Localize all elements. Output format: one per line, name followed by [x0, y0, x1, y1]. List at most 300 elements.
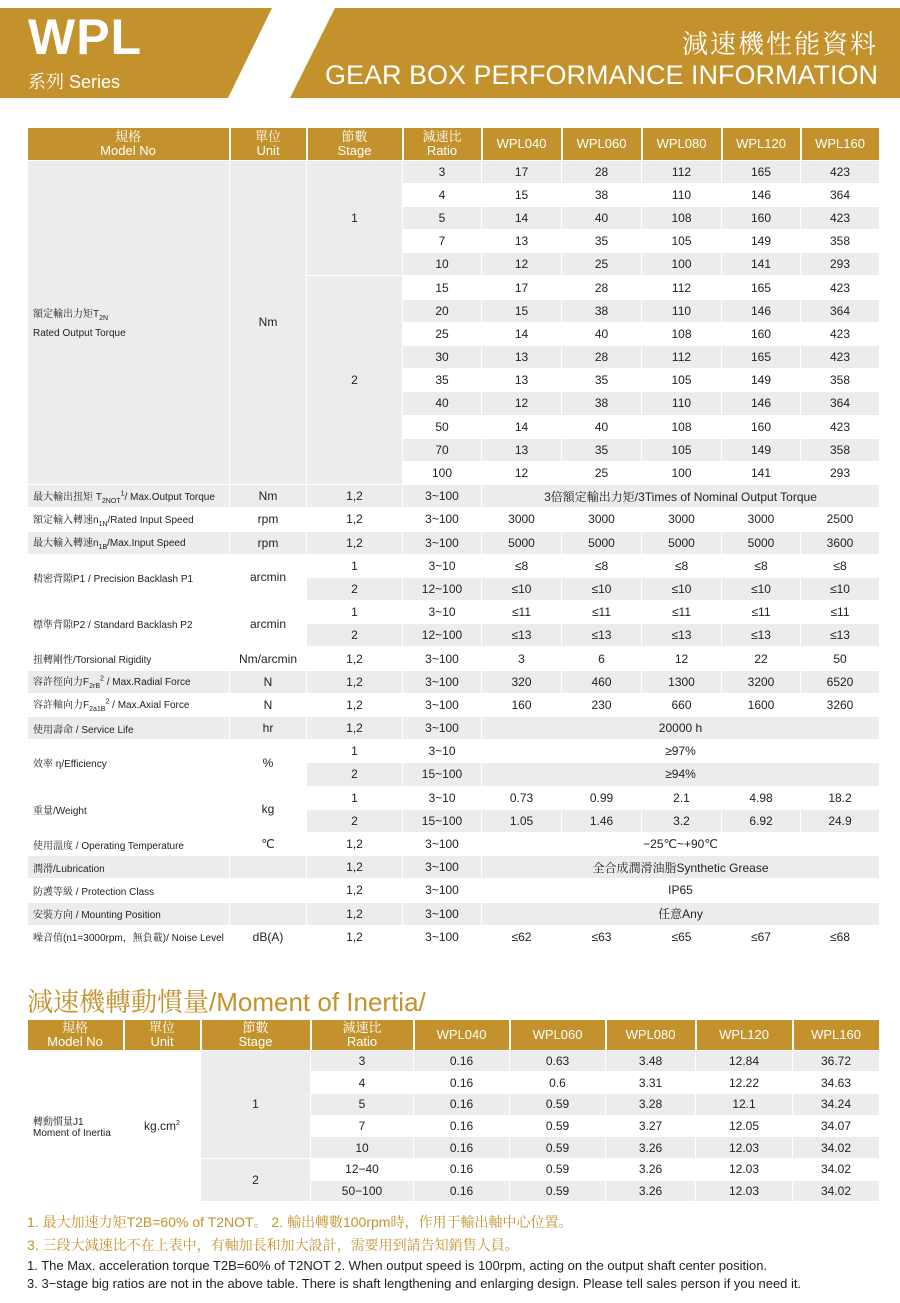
header-model-col: WPL160 — [793, 1020, 880, 1050]
cell: 160 — [482, 693, 562, 716]
cell: 1 — [307, 601, 403, 624]
cell: 34.07 — [793, 1115, 880, 1137]
cell: 3.48 — [606, 1050, 696, 1072]
header-stage: 節數 Stage — [201, 1020, 311, 1050]
cell: 110 — [642, 392, 722, 415]
cell: 35 — [562, 369, 642, 392]
cell: 112 — [642, 346, 722, 369]
stage-cell: 1 — [307, 160, 403, 276]
cell: 50−100 — [311, 1180, 414, 1202]
cell: 3000 — [722, 508, 801, 531]
cell: ≤8 — [562, 554, 642, 577]
cell: 108 — [642, 322, 722, 345]
cell: 423 — [801, 415, 880, 438]
cell: ≤11 — [722, 601, 801, 624]
table-row — [28, 531, 880, 554]
cell: 5000 — [482, 531, 562, 554]
cell: 22 — [722, 647, 801, 670]
header-model-col: WPL080 — [642, 128, 722, 160]
note-cn-1: 1. 最大加速力矩T2B=60% of T2NOT。 2. 輸出轉數100rpm時，作用于輸出軸中心位置。 — [27, 1214, 573, 1230]
cell: ≥97% — [482, 740, 880, 763]
cell: 1,2 — [307, 531, 403, 554]
cell: 149 — [722, 230, 801, 253]
unit-cell: arcmin — [230, 601, 307, 647]
row-label: 精密背隙P1 / Precision Backlash P1 — [28, 554, 230, 600]
table-row — [28, 717, 880, 740]
cell: 1.05 — [482, 809, 562, 832]
stage-cell: 1,2 — [307, 693, 403, 716]
title-english: GEAR BOX PERFORMANCE INFORMATION — [324, 60, 878, 90]
cell: 110 — [642, 183, 722, 206]
cell: 3~100 — [403, 531, 482, 554]
unit-cell: hr — [230, 717, 307, 740]
cell: 2.1 — [642, 786, 722, 809]
title-chinese: 減速機性能資料 — [681, 29, 878, 59]
ratio-cell: 3~100 — [403, 902, 482, 925]
header-ratio: 減速比 Ratio — [311, 1020, 414, 1050]
stage-cell: 1,2 — [307, 925, 403, 948]
unit-cell: Nm — [230, 160, 307, 485]
cell: ≤10 — [722, 577, 801, 600]
cell: 3.26 — [606, 1137, 696, 1159]
cell: 3200 — [722, 670, 801, 693]
cell: ≤10 — [642, 577, 722, 600]
unit-cell: kg — [230, 786, 307, 832]
cell: 4 — [311, 1072, 414, 1094]
cell: 5000 — [562, 531, 642, 554]
cell: 4 — [403, 183, 482, 206]
table-row — [28, 902, 880, 925]
cell: 1.46 — [562, 809, 642, 832]
cell: 3000 — [482, 508, 562, 531]
unit-cell: N — [230, 693, 307, 716]
cell: 12.03 — [696, 1158, 793, 1180]
cell: 5 — [311, 1093, 414, 1115]
cell: 12 — [642, 647, 722, 670]
row-label: 容許徑向力$F_{2rB}^2$ / Max.Radial Force — [28, 670, 230, 693]
cell: 15 — [482, 183, 562, 206]
cell: ≤8 — [642, 554, 722, 577]
cell: 3000 — [642, 508, 722, 531]
unit-cell: $kg.cm^2$ — [124, 1050, 201, 1202]
cell: 364 — [801, 392, 880, 415]
cell: 17 — [482, 160, 562, 183]
cell: 5000 — [722, 531, 801, 554]
cell: 40 — [562, 415, 642, 438]
cell: ≥94% — [482, 763, 880, 786]
cell: 28 — [562, 276, 642, 299]
cell: 3.26 — [606, 1158, 696, 1180]
cell: 14 — [482, 322, 562, 345]
ratio-cell: 3~100 — [403, 717, 482, 740]
ratio-cell: 3~100 — [403, 925, 482, 948]
table-row — [28, 647, 880, 670]
cell: 12.03 — [696, 1180, 793, 1202]
row-label: 最大輸入轉速$n_{1B}/Max.Input$ Speed — [28, 531, 230, 554]
cell: 13 — [482, 230, 562, 253]
cell: 1 — [307, 554, 403, 577]
header-model: 規格 Model No — [28, 128, 230, 160]
header-model-col: WPL080 — [606, 1020, 696, 1050]
cell: 3600 — [801, 531, 880, 554]
inertia-section-title: 減速機轉動慣量/Moment of Inertia/ — [27, 987, 426, 1017]
cell: 12 — [482, 392, 562, 415]
cell: ≤67 — [722, 925, 801, 948]
cell: 358 — [801, 369, 880, 392]
stage-cell: 1 — [307, 740, 403, 763]
cell: 40 — [403, 392, 482, 415]
cell: ≤10 — [482, 577, 562, 600]
cell: 0.16 — [414, 1158, 510, 1180]
cell: 6 — [562, 647, 642, 670]
cell: 2500 — [801, 508, 880, 531]
cell: 34.02 — [793, 1137, 880, 1159]
cell: −25℃~+90℃ — [482, 832, 880, 855]
cell: 12 — [482, 253, 562, 276]
cell: 2 — [307, 809, 403, 832]
cell: 423 — [801, 322, 880, 345]
unit-cell — [230, 902, 307, 925]
cell: rpm — [230, 531, 307, 554]
cell: 12 — [482, 461, 562, 484]
cell: rpm — [230, 508, 307, 531]
row-label: 最大輸出扭矩 $T_{2NOT}^1/$ Max.Output Torque — [28, 485, 230, 508]
ratio-cell: 3~100 — [403, 670, 482, 693]
cell: 108 — [642, 206, 722, 229]
cell: 35 — [562, 438, 642, 461]
series-label: 系列 Series — [28, 72, 121, 92]
cell: 13 — [482, 369, 562, 392]
cell: 141 — [722, 461, 801, 484]
cell: 14 — [482, 415, 562, 438]
cell: 40 — [562, 322, 642, 345]
cell: 24.9 — [801, 809, 880, 832]
cell: 12.05 — [696, 1115, 793, 1137]
cell: 18.2 — [801, 786, 880, 809]
cell: 12~100 — [403, 624, 482, 647]
cell: 20000 h — [482, 717, 880, 740]
cell: 0.63 — [510, 1050, 606, 1072]
cell: 12.84 — [696, 1050, 793, 1072]
ratio-cell: 3~100 — [403, 832, 482, 855]
cell: 34.63 — [793, 1072, 880, 1094]
table-row — [28, 1050, 880, 1072]
cell: 0.16 — [414, 1072, 510, 1094]
cell: ≤11 — [642, 601, 722, 624]
cell: 0.59 — [510, 1158, 606, 1180]
ratio-cell: 3~100 — [403, 647, 482, 670]
cell: 3 — [482, 647, 562, 670]
header-model-col: WPL120 — [696, 1020, 793, 1050]
cell: 20 — [403, 299, 482, 322]
cell: 141 — [722, 253, 801, 276]
cell: 0.16 — [414, 1050, 510, 1072]
cell: 0.16 — [414, 1180, 510, 1202]
row-label: 額定輸出力矩$T_{2N}$ Rated Output Torque — [28, 160, 230, 485]
ratio-cell: 15~100 — [403, 763, 482, 786]
cell: 112 — [642, 276, 722, 299]
cell: Nm — [230, 485, 307, 508]
cell: 15 — [482, 299, 562, 322]
cell: 293 — [801, 253, 880, 276]
cell: 1,2 — [307, 508, 403, 531]
row-label: 潤滑/Lubrication — [28, 856, 230, 879]
note-en-1: 1. The Max. acceleration torque T2B=60% of T2NOT 2. When output speed is 100rpm, acting on the output shaft center position. — [27, 1258, 768, 1273]
cell: 149 — [722, 438, 801, 461]
cell: ≤10 — [801, 577, 880, 600]
unit-cell — [230, 856, 307, 879]
cell: 5000 — [642, 531, 722, 554]
cell: 7 — [311, 1115, 414, 1137]
cell: ≤65 — [642, 925, 722, 948]
cell: 0.16 — [414, 1137, 510, 1159]
row-label: 容許軸向力$F_{2a1B}^2$ / Max.Axial Force — [28, 693, 230, 716]
cell: 146 — [722, 392, 801, 415]
table-row — [28, 879, 880, 902]
cell: 任意Any — [482, 902, 880, 925]
cell: 423 — [801, 276, 880, 299]
cell: 3~10 — [403, 554, 482, 577]
table-row — [28, 740, 880, 763]
cell: 0.59 — [510, 1093, 606, 1115]
cell: 165 — [722, 160, 801, 183]
cell: 15 — [403, 276, 482, 299]
cell: ≤63 — [562, 925, 642, 948]
cell: 3 — [311, 1050, 414, 1072]
cell: 1600 — [722, 693, 801, 716]
unit-cell: ℃ — [230, 832, 307, 855]
cell: 17 — [482, 276, 562, 299]
cell: 3~10 — [403, 601, 482, 624]
table-row — [28, 160, 880, 183]
row-label: 安裝方向 / Mounting Position — [28, 902, 230, 925]
header-stage: 節數 Stage — [307, 128, 403, 160]
unit-cell: N — [230, 670, 307, 693]
cell: 34.02 — [793, 1180, 880, 1202]
stage-cell: 2 — [201, 1158, 311, 1201]
cell: 105 — [642, 369, 722, 392]
cell: 165 — [722, 276, 801, 299]
cell: 1,2 — [307, 485, 403, 508]
cell: 25 — [562, 253, 642, 276]
header-ratio: 減速比 Ratio — [403, 128, 482, 160]
cell: ≤8 — [482, 554, 562, 577]
cell: 全合成潤滑油脂Synthetic Grease — [482, 856, 880, 879]
cell: 146 — [722, 299, 801, 322]
cell: 0.16 — [414, 1093, 510, 1115]
cell: 30 — [403, 346, 482, 369]
table-row — [28, 925, 880, 948]
cell: ≤13 — [482, 624, 562, 647]
cell: 12.22 — [696, 1072, 793, 1094]
cell: 460 — [562, 670, 642, 693]
cell: 12.1 — [696, 1093, 793, 1115]
cell: 3倍額定輸出力矩/3Times of Nominal Output Torque — [482, 485, 880, 508]
header-unit: 單位 Unit — [230, 128, 307, 160]
cell: 36.72 — [793, 1050, 880, 1072]
row-label: 扭轉剛性/Torsional Rigidity — [28, 647, 230, 670]
ratio-cell: 3~100 — [403, 856, 482, 879]
cell: 12−40 — [311, 1158, 414, 1180]
cell: 0.6 — [510, 1072, 606, 1094]
row-label: 噪音值(n1=3000rpm，無負載)/ Noise Level — [28, 925, 230, 948]
cell: 15~100 — [403, 809, 482, 832]
cell: 100 — [642, 461, 722, 484]
row-label: 使用溫度 / Operating Temperature — [28, 832, 230, 855]
cell: ≤13 — [562, 624, 642, 647]
cell: ≤13 — [801, 624, 880, 647]
cell: 70 — [403, 438, 482, 461]
cell: 2 — [307, 624, 403, 647]
ratio-cell: 3~10 — [403, 740, 482, 763]
cell: 4.98 — [722, 786, 801, 809]
cell: 423 — [801, 346, 880, 369]
table-row — [28, 508, 880, 531]
cell: 146 — [722, 183, 801, 206]
cell: 3.27 — [606, 1115, 696, 1137]
cell: 3~100 — [403, 508, 482, 531]
cell: 110 — [642, 299, 722, 322]
cell: 38 — [562, 299, 642, 322]
cell: 3~100 — [403, 485, 482, 508]
cell: 38 — [562, 392, 642, 415]
cell: 38 — [562, 183, 642, 206]
header-model-col: WPL040 — [414, 1020, 510, 1050]
table-row — [28, 832, 880, 855]
cell: 105 — [642, 230, 722, 253]
cell: ≤10 — [562, 577, 642, 600]
cell: 28 — [562, 346, 642, 369]
table-row — [28, 670, 880, 693]
cell: 423 — [801, 206, 880, 229]
note-cn-2: 3. 三段大減速比不在上表中，有軸加長和加大設計，需要用到請告知銷售人員。 — [27, 1237, 519, 1253]
cell: 13 — [482, 438, 562, 461]
cell: 3~10 — [403, 786, 482, 809]
unit-cell — [230, 879, 307, 902]
header-model: 規格 Model No — [28, 1020, 124, 1050]
cell: 3260 — [801, 693, 880, 716]
unit-cell: Nm/arcmin — [230, 647, 307, 670]
cell: 3.26 — [606, 1180, 696, 1202]
cell: 0.99 — [562, 786, 642, 809]
table-row — [28, 554, 880, 577]
cell: ≤11 — [482, 601, 562, 624]
cell: 2 — [307, 577, 403, 600]
table-row — [28, 693, 880, 716]
cell: 35 — [403, 369, 482, 392]
stage-cell: 1 — [201, 1050, 311, 1158]
cell: ≤13 — [722, 624, 801, 647]
performance-table — [27, 128, 881, 949]
cell: 364 — [801, 183, 880, 206]
cell: 50 — [403, 415, 482, 438]
row-label: 重量/Weight — [28, 786, 230, 832]
brand-title: WPL — [28, 9, 143, 65]
cell: 0.59 — [510, 1137, 606, 1159]
cell: 3.2 — [642, 809, 722, 832]
cell: 10 — [403, 253, 482, 276]
cell: 149 — [722, 369, 801, 392]
cell: 0.16 — [414, 1115, 510, 1137]
cell: 25 — [562, 461, 642, 484]
unit-cell: arcmin — [230, 554, 307, 600]
table-row — [28, 601, 880, 624]
ratio-cell: 3~100 — [403, 879, 482, 902]
cell: 1300 — [642, 670, 722, 693]
cell: 160 — [722, 322, 801, 345]
row-label: 效率 η/Efficiency — [28, 740, 230, 786]
cell: ≤62 — [482, 925, 562, 948]
header-model-col: WPL060 — [562, 128, 642, 160]
cell: ≤11 — [801, 601, 880, 624]
stage-cell: 1,2 — [307, 832, 403, 855]
table-row — [28, 485, 880, 508]
cell: 12.03 — [696, 1137, 793, 1159]
cell: 3.31 — [606, 1072, 696, 1094]
header-unit: 單位 Unit — [124, 1020, 201, 1050]
cell: 12~100 — [403, 577, 482, 600]
inertia-table — [27, 1020, 881, 1202]
stage-cell: 2 — [307, 763, 403, 786]
cell: IP65 — [482, 879, 880, 902]
cell: 7 — [403, 230, 482, 253]
cell: 105 — [642, 438, 722, 461]
cell: 6.92 — [722, 809, 801, 832]
cell: 100 — [642, 253, 722, 276]
cell: 35 — [562, 230, 642, 253]
cell: 230 — [562, 693, 642, 716]
cell: 0.73 — [482, 786, 562, 809]
table-header-row — [28, 128, 880, 160]
cell: 13 — [482, 346, 562, 369]
stage-cell: 1,2 — [307, 670, 403, 693]
cell: 100 — [403, 461, 482, 484]
cell: 25 — [403, 322, 482, 345]
cell: 34.24 — [793, 1093, 880, 1115]
cell: 40 — [562, 206, 642, 229]
cell: 165 — [722, 346, 801, 369]
stage-cell: 1,2 — [307, 879, 403, 902]
cell: ≤8 — [801, 554, 880, 577]
cell: 293 — [801, 461, 880, 484]
stage-cell: 1,2 — [307, 647, 403, 670]
cell: 160 — [722, 206, 801, 229]
cell: 6520 — [801, 670, 880, 693]
cell: ≤13 — [642, 624, 722, 647]
cell: 28 — [562, 160, 642, 183]
unit-cell: dB(A) — [230, 925, 307, 948]
cell: ≤68 — [801, 925, 880, 948]
table-row — [28, 856, 880, 879]
cell: 50 — [801, 647, 880, 670]
row-label: 防護等級 / Protection Class — [28, 879, 230, 902]
cell: 358 — [801, 230, 880, 253]
note-en-2: 3. 3−stage big ratios are not in the above table. There is shaft lengthening and enlarging design. Please tell sales person if you need it. — [27, 1276, 802, 1291]
cell: 3.28 — [606, 1093, 696, 1115]
cell: 14 — [482, 206, 562, 229]
row-label: 使用壽命 / Service Life — [28, 717, 230, 740]
header-banner — [0, 0, 900, 98]
stage-cell: 1,2 — [307, 717, 403, 740]
cell: 108 — [642, 415, 722, 438]
cell: 660 — [642, 693, 722, 716]
stage-cell: 1,2 — [307, 902, 403, 925]
header-model-col: WPL120 — [722, 128, 801, 160]
cell: 3 — [403, 160, 482, 183]
cell: 423 — [801, 160, 880, 183]
ratio-cell: 3~100 — [403, 693, 482, 716]
cell: 1 — [307, 786, 403, 809]
